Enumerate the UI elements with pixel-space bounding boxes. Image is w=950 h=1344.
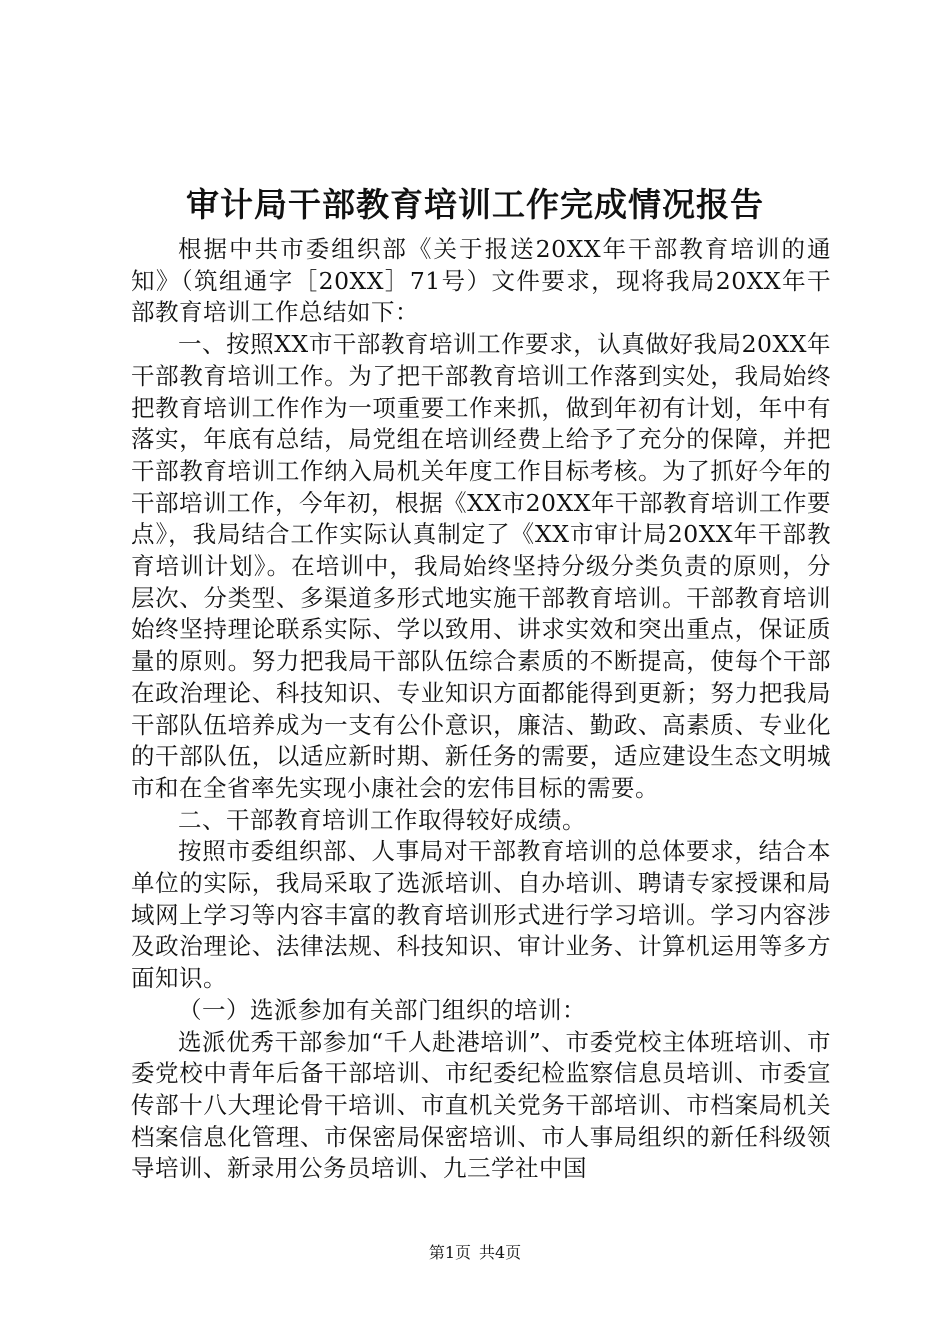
document-title: 审计局干部教育培训工作完成情况报告 xyxy=(186,185,764,224)
page-footer xyxy=(0,1243,950,1263)
paragraph-intro: 根据中共市委组织部《关于报送20XX年干部教育培训的通知》（筑组通字［20XX］71号）文件要求，现将我局20XX年干部教育培训工作总结如下： xyxy=(131,235,831,327)
page-number: 第1页 xyxy=(428,1243,471,1262)
paragraph-subsection-one-heading: （一）选派参加有关部门组织的培训： xyxy=(178,995,586,1024)
paragraph-section-two-heading: 二、干部教育培训工作取得较好成绩。 xyxy=(178,805,586,834)
paragraph-section-one: 一、按照XX市干部教育培训工作要求，认真做好我局20XX年干部教育培训工作。为了把干部教育培训工作落到实处，我局始终把教育培训工作作为一项重要工作来抓，做到年初有计划，年中有落实，年底有总结，局党组在培训经费上给予了充分的保障，并把干部教育培训工作纳入局机关年度工作目标考核。为了抓好今年的干部培训工作，今年初，根据《XX市20XX年干部教育培训工作要点》，我局结合工作实际认真制定了《XX市审计局20XX年干部教育培训计划》。在培训中，我局始终坚持分级分类负责的原则，分层次、分类型、多渠道多形式地实施干部教育培训。干部教育培训始终坚持理论联系实际、学以致用、讲求实效和突出重点，保证质量的原则。努力把我局干部队伍综合素质的不断提高，使每个干部在政治理论、科技知识、专业知识方面都能得到更新；努力把我局干部队伍培养成为一支有公仆意识，廉洁、勤政、高素质、专业化的干部队伍，以适应新时期、新任务的需要，适应建设生态文明城市和在全省率先实现小康社会的宏伟目标的需要。 xyxy=(131,330,831,802)
page-total: 共4页 xyxy=(479,1243,522,1262)
paragraph-section-two-body: 按照市委组织部、人事局对干部教育培训的总体要求，结合本单位的实际，我局采取了选派培训、自办培训、聘请专家授课和局域网上学习等内容丰富的教育培训形式进行学习培训。学习内容涉及政治理论、法律法规、科技知识、审计业务、计算机运用等多方面知识。 xyxy=(131,837,831,993)
paragraph-subsection-one-body: 选派优秀干部参加“千人赴港培训”、市委党校主体班培训、市委党校中青年后备干部培训、市纪委纪检监察信息员培训、市委宣传部十八大理论骨干培训、市直机关党务干部培训、市档案局机关档案信息化管理、市保密局保密培训、市人事局组织的新任科级领导培训、新录用公务员培训、九三学社中国 xyxy=(131,1027,831,1183)
document-body xyxy=(131,234,831,1185)
